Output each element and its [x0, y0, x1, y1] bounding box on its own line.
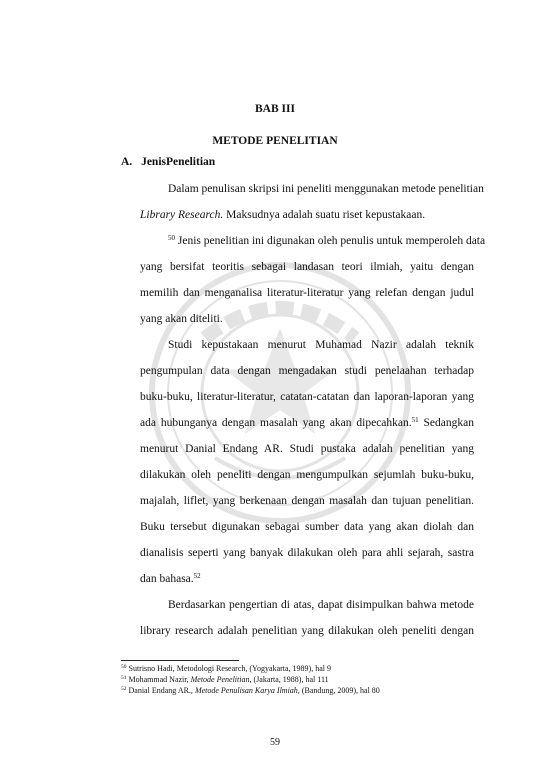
- footnote-ref: 51: [411, 416, 419, 424]
- paragraph-line: [168, 234, 486, 247]
- footnote: [121, 686, 380, 695]
- footnote-title: Metode Penulisan Karya Ilmiah,: [194, 686, 300, 695]
- paragraph-line: [140, 209, 425, 221]
- paragraph-line: library research adalah penelitian yang dilakukan oleh peneliti dengan: [140, 625, 474, 637]
- paragraph-text: Jenis penelitian ini digunakan oleh penulis untuk memperoleh data: [175, 235, 486, 247]
- footnote-divider: [121, 660, 239, 661]
- paragraph-line: Berdasarkan pengertian di atas, dapat disimpulkan bahwa metode: [168, 599, 474, 611]
- paragraph-line: Studi kepustakaan menurut Muhamad Nazir adalah teknik: [168, 339, 474, 351]
- footnote-text: Danial Endang AR.,: [126, 686, 195, 695]
- paragraph-text: dan bahasa.: [140, 573, 194, 585]
- paragraph-line: dianalisis seperti yang banyak dilakukan oleh para ahli sejarah, sastra: [140, 547, 474, 559]
- paragraph-text: Sedangkan: [418, 417, 474, 429]
- footnote-title: Metode Penelitian,: [190, 675, 252, 684]
- footnote-text: (Bandung, 2009), hal 80: [299, 686, 380, 695]
- paragraph-line: buku-buku, literatur-literatur, catatan-catatan dan laporan-laporan yang: [140, 391, 474, 403]
- footnote-text: Sutrisno Hadi, Metodologi Research, (Yogyakarta, 1989), hal 9: [126, 664, 331, 673]
- paragraph-line: pengumpulan data dengan mengadakan studi penelaahan terhadap: [140, 365, 474, 377]
- page-number: 59: [270, 737, 280, 748]
- paragraph-text: ada hubunganya dengan masalah yang akan dipecahkan.: [140, 417, 412, 429]
- footnote: [121, 664, 331, 673]
- paragraph-line: memilih dan menganalisa literatur-literatur yang relefan dengan judul: [140, 287, 474, 299]
- italic-term: Library Research.: [140, 209, 224, 221]
- paragraph-line: yang bersifat teoritis sebagai landasan teori ilmiah, yaitu dengan: [140, 261, 474, 273]
- chapter-title: METODE PENELITIAN: [212, 135, 338, 147]
- footnote-ref: 50: [168, 234, 175, 242]
- paragraph-line: menurut Danial Endang AR. Studi pustaka adalah penelitian yang: [140, 443, 474, 455]
- chapter-number: BAB III: [255, 103, 295, 115]
- paragraph-line: dilakukan oleh peneliti dengan mengumpulkan sejumlah buku-buku,: [140, 469, 474, 481]
- paragraph-line: [140, 573, 201, 585]
- paragraph-line: yang akan diteliti.: [140, 313, 223, 325]
- paragraph-line: Buku tersebut digunakan sebagai sumber data yang akan diolah dan: [140, 521, 474, 533]
- footnote-number: 51: [121, 675, 127, 681]
- footnote-ref: 52: [193, 572, 201, 580]
- footnote-number: 52: [121, 686, 127, 692]
- footnote: [121, 675, 329, 684]
- footnote-number: 50: [121, 664, 127, 670]
- footnote-text: Mohammad Nazir,: [126, 675, 191, 684]
- section-label: A.: [121, 156, 133, 168]
- paragraph-text: Maksudnya adalah suatu riset kepustakaan.: [223, 209, 426, 221]
- footnote-text: (Jakarta, 1988), hal 111: [251, 675, 329, 684]
- paragraph-line: majalah, liflet, yang berkenaan dengan masalah dan tujuan penelitian.: [140, 495, 474, 507]
- paragraph-line: [140, 417, 474, 429]
- paragraph-line: Dalam penulisan skripsi ini peneliti menggunakan metode penelitian: [168, 183, 484, 195]
- section-title: JenisPenelitian: [141, 156, 216, 168]
- section-heading: [121, 156, 215, 168]
